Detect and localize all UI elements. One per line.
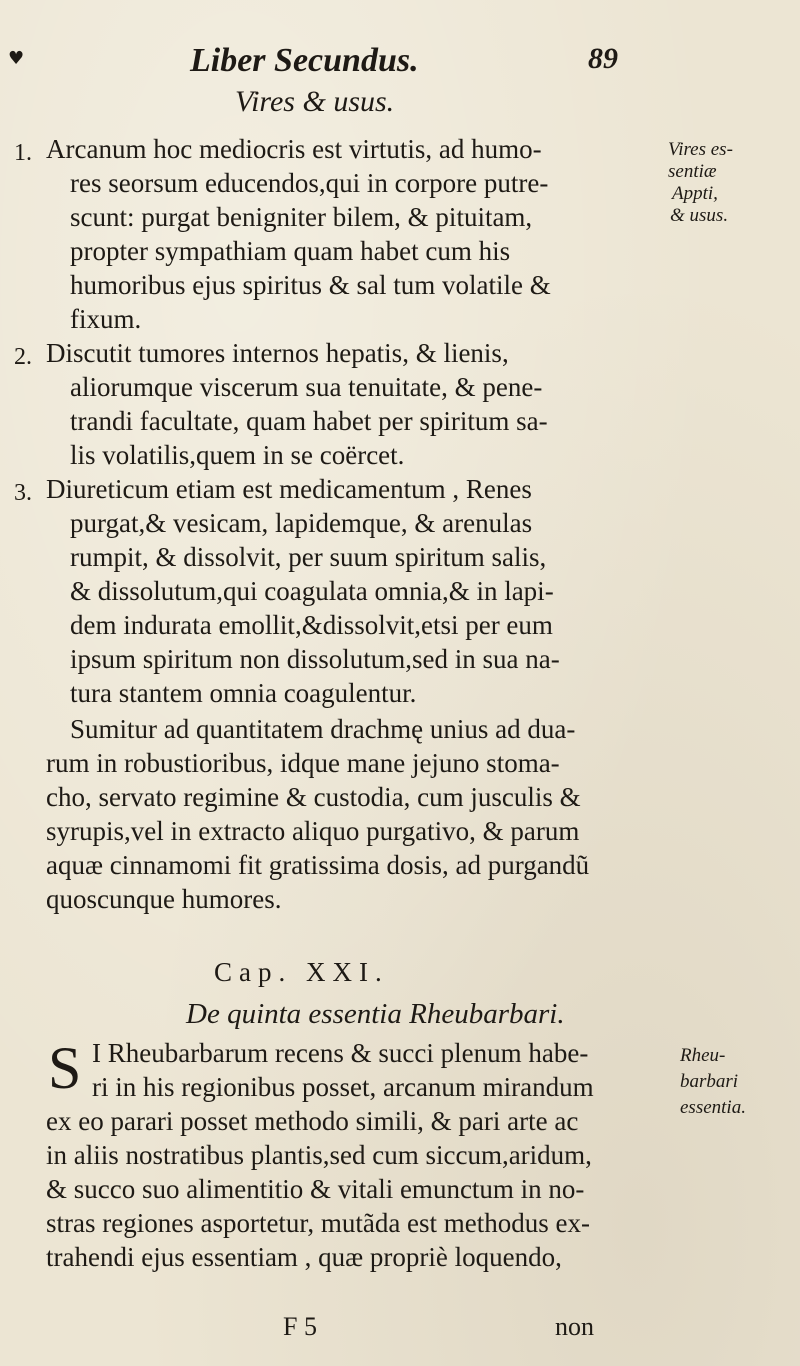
- section-heading: Vires & usus.: [235, 85, 395, 118]
- text-line: res seorsum educendos,qui in corpore putre-: [70, 168, 549, 198]
- text-line: stras regiones asportetur, mutãda est methodus ex-: [46, 1208, 591, 1238]
- running-title: Liber Secundus.: [190, 42, 419, 79]
- chapter-title: De quinta essentia Rheubarbari.: [186, 998, 565, 1030]
- text-line: fixum.: [70, 304, 142, 334]
- text-line: ipsum spiritum non dissolutum,sed in sua na-: [70, 644, 560, 674]
- margin-note-line: sentiæ: [668, 161, 717, 182]
- text-line: syrupis,vel in extracto aliquo purgativo, & parum: [46, 816, 580, 846]
- text-line: tura stantem omnia coagulentur.: [70, 678, 417, 708]
- text-line: humoribus ejus spiritus & sal tum volatile &: [70, 270, 551, 300]
- text-line: rum in robustioribus, idque mane jejuno stoma-: [46, 748, 560, 778]
- text-line: scunt: purgat benigniter bilem, & pituitam,: [70, 202, 533, 232]
- margin-note-line: & usus.: [670, 205, 729, 226]
- text-line: quoscunque humores.: [46, 884, 282, 914]
- margin-note-line: essentia.: [680, 1097, 746, 1118]
- text-line: in aliis nostratibus plantis,sed cum siccum,aridum,: [46, 1140, 592, 1170]
- text-line: dem indurata emollit,&dissolvit,etsi per eum: [70, 610, 553, 640]
- text-line: aquæ cinnamomi fit gratissima dosis, ad purgandũ: [46, 850, 590, 880]
- margin-note-line: barbari: [680, 1071, 739, 1092]
- signature-mark: F 5: [283, 1312, 317, 1341]
- text-line: & succo suo alimentitio & vitali emunctum in no-: [46, 1174, 585, 1204]
- paragraph-number: 3.: [14, 480, 32, 506]
- paragraph-number: 2.: [14, 344, 32, 370]
- header-ornament: ♥: [8, 48, 25, 69]
- text-line: Sumitur ad quantitatem drachmę unius ad dua-: [70, 714, 576, 744]
- text-line: trandi facultate, quam habet per spiritum sa-: [70, 406, 548, 436]
- text-line: Diureticum etiam est medicamentum , Renes: [46, 474, 532, 504]
- text-line: ex eo parari posset methodo simili, & pari arte ac: [46, 1106, 579, 1136]
- page-number: 89: [588, 42, 618, 75]
- chapter-number: Cap. XXI.: [214, 957, 389, 987]
- text-line: & dissolutum,qui coagulata omnia,& in lapi-: [70, 576, 554, 606]
- text-line: propter sympathiam quam habet cum his: [70, 236, 511, 266]
- catchword: non: [555, 1312, 594, 1341]
- text-line: aliorumque viscerum sua tenuitate, & pene-: [70, 372, 543, 402]
- margin-note-line: Rheu-: [680, 1045, 726, 1066]
- text-line: lis volatilis,quem in se coërcet.: [70, 440, 405, 470]
- text-line: Discutit tumores internos hepatis, & lienis,: [46, 338, 509, 368]
- text-line: I Rheubarbarum recens & succi plenum habe-: [92, 1038, 589, 1068]
- text-line: trahendi ejus essentiam , quæ propriè loquendo,: [46, 1242, 562, 1272]
- paragraph-number: 1.: [14, 140, 32, 166]
- text-line: ri in his regionibus posset, arcanum mirandum: [92, 1072, 594, 1102]
- drop-cap: S: [48, 1035, 82, 1101]
- margin-note-line: Vires es-: [668, 139, 733, 160]
- text-line: cho, servato regimine & custodia, cum jusculis &: [46, 782, 581, 812]
- text-line: Arcanum hoc mediocris est virtutis, ad humo-: [46, 134, 542, 164]
- text-line: rumpit, & dissolvit, per suum spiritum salis,: [70, 542, 547, 572]
- text-line: purgat,& vesicam, lapidemque, & arenulas: [70, 508, 533, 538]
- margin-note-line: Appti,: [672, 183, 718, 204]
